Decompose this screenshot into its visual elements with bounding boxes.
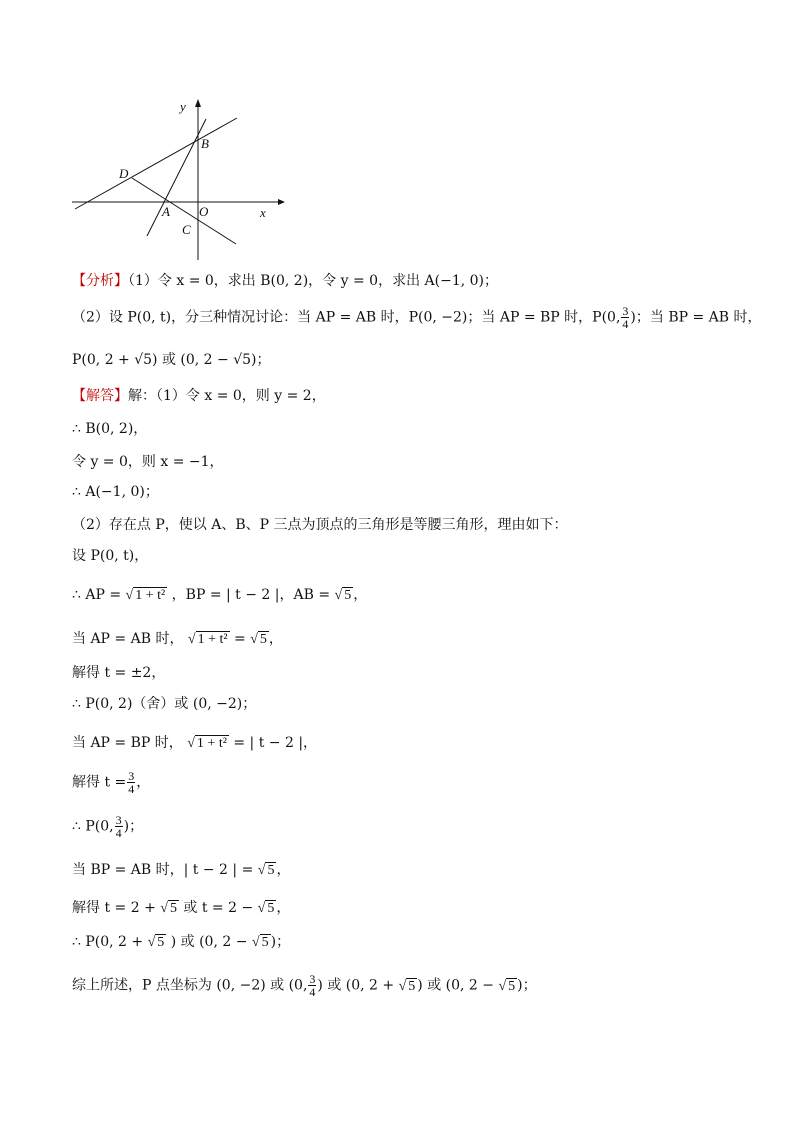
- solution-line-7: ∴ AP = √ 1 + t² ，BP = | t − 2 |，AB = √ 5 ，: [72, 585, 367, 606]
- label-D: D: [119, 166, 129, 181]
- solution-line-10: ∴ P(0, 2)（舍）或 (0, −2)；: [72, 696, 257, 712]
- solution-line-16: ∴ P(0, 2 + √ 5 ) 或 (0, 2 − √ 5 )；: [72, 932, 290, 953]
- analysis-line-1: 【分析】（1）令 x = 0，求出 B(0, 2)，令 y = 0，求出 A(−1, 0)；: [72, 273, 498, 289]
- solution-line-17: 综上所述，P 点坐标为 (0, −2) 或 (0, $\frac{3}{4}$ ) 或 (0, 2 + √ 5 ) 或 (0, 2 − √ 5 )；: [72, 972, 537, 999]
- solution-line-15: 解得 t = 2 + √ 5 或 t = 2 − √ 5 ，: [72, 898, 290, 919]
- sqrt-expression: √ 5: [250, 632, 267, 647]
- sqrt-expression: √ 5: [257, 863, 275, 878]
- sqrt-expression: √ 1 + t²: [187, 736, 227, 751]
- solution-line-3: 令 y = 0，则 x = −1，: [72, 454, 224, 470]
- label-C: C: [182, 222, 191, 237]
- fraction: $\frac{3}{4}$: [309, 972, 316, 999]
- solution-line-5: （2）存在点 P，使以 A、B、P 三点为顶点的三角形是等腰三角形，理由如下：: [72, 517, 568, 533]
- solution-tag: 【解答】: [72, 388, 128, 404]
- solution-line-9: 解得 t = ±2，: [72, 665, 166, 681]
- fraction: $\frac{3}{4}$: [622, 304, 629, 331]
- sqrt-expression: √ 1 + t²: [187, 632, 228, 647]
- sqrt-expression: √ 5: [398, 978, 416, 994]
- coordinate-plot: [70, 95, 290, 265]
- solution-line-1: 【解答】解：（1）令 x = 0，则 y = 2，: [72, 388, 326, 404]
- solution-line-12: 解得 t = $\frac{3}{4}$ ，: [72, 769, 151, 796]
- line-AB: [147, 119, 206, 236]
- label-O: O: [199, 204, 209, 219]
- sqrt-expression: √ 5: [251, 935, 269, 950]
- label-y: y: [180, 99, 186, 114]
- analysis-line-2: （2）设 P(0, t)，分三种情况讨论：当 AP = AB 时，P(0, −2)；当 AP = BP 时，P(0, $\frac{3}{4}$ )；当 BP = AB 时，: [72, 304, 762, 331]
- solution-line-4: ∴ A(−1, 0)；: [72, 484, 159, 500]
- analysis-tag: 【分析】: [72, 273, 128, 289]
- solution-line-2: ∴ B(0, 2)，: [72, 421, 148, 437]
- analysis-line-3: P(0, 2 + √5) 或 (0, 2 − √5)；: [72, 352, 271, 368]
- sqrt-expression: √ 5: [160, 901, 177, 916]
- line-DB: [75, 118, 237, 209]
- label-A: A: [162, 204, 170, 219]
- solution-line-13: ∴ P(0, $\frac{3}{4}$ )；: [72, 813, 144, 840]
- solution-line-11: 当 AP = BP 时， √ 1 + t² = | t − 2 |，: [72, 733, 317, 754]
- x-axis-arrow: [278, 199, 285, 205]
- sqrt-expression: √ 5: [334, 588, 352, 603]
- sqrt-expression: √ 5: [498, 978, 516, 994]
- fraction: $\frac{3}{4}$: [128, 769, 135, 796]
- solution-line-8: 当 AP = AB 时， √ 1 + t² = √ 5 ，: [72, 629, 283, 650]
- sqrt-expression: √ 1 + t²: [125, 588, 166, 603]
- geometry-diagram: [70, 95, 290, 265]
- solution-line-6: 设 P(0, t)，: [72, 548, 149, 564]
- sqrt-expression: √ 5: [257, 901, 275, 916]
- fraction: $\frac{3}{4}$: [115, 813, 122, 840]
- y-axis-arrow: [195, 99, 201, 107]
- sqrt-expression: √ 5: [147, 935, 165, 950]
- label-x: x: [260, 205, 266, 220]
- label-B: B: [201, 136, 209, 151]
- solution-line-14: 当 BP = AB 时，| t − 2 | = √ 5 ，: [72, 860, 290, 881]
